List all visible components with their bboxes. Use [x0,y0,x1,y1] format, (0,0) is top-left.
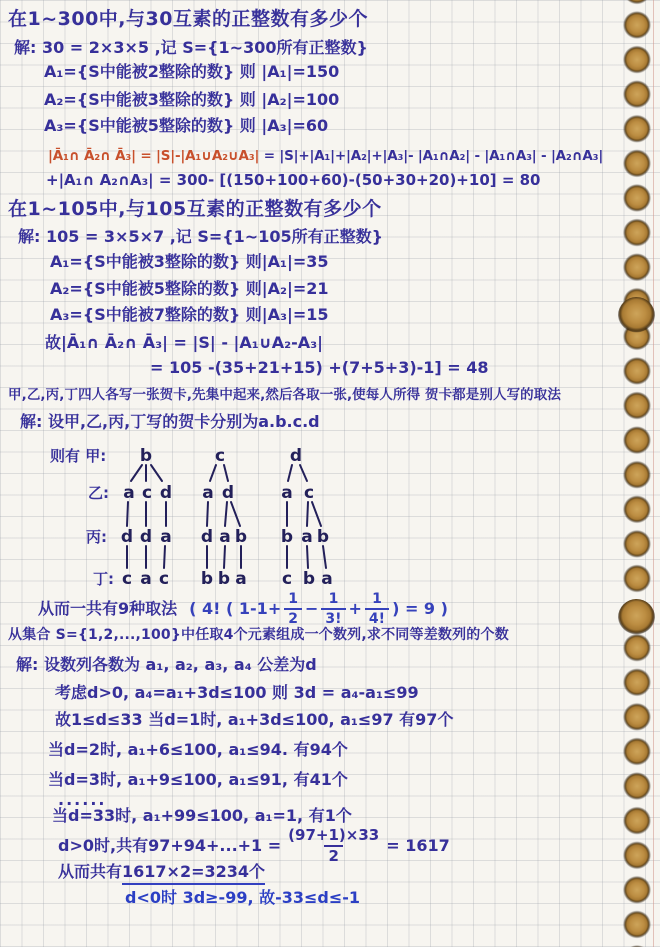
problem4-line-d-positive: 考虑d>0, a₄=a₁+3d≤100 则 3d = a₄-a₁≤99 [55,683,419,702]
tree-letter: d [159,483,173,503]
problem2-set3: A₃={S中能被7整除的数} 则|A₃|=15 [50,305,329,324]
tree-letter: d [139,527,153,547]
fraction-one-over-3fact: $\frac{1}{3!}$ [321,592,345,626]
tree-letter: d [120,527,134,547]
problem4-title: 从集合 S={1,2,...,100}中任取4个元素组成一个数列,求不同等差数列的个数 [8,627,509,643]
problem2-set2: A₂={S中能被5整除的数} 则|A₂|=21 [50,279,329,298]
problem4-line-d33: 当d=33时, a₁+99≤100, a₁=1, 有1个 [52,806,352,825]
tree-letter: a [219,527,231,547]
binding-holes [612,0,660,947]
binding-hole-large [618,297,655,334]
tree-letter: a [281,483,293,503]
problem3-title: 甲,乙,丙,丁四人各写一张贺卡,先集中起来,然后各取一张,使每人所得 贺卡都是别人写的取法 [8,387,561,403]
problem1-formula-dark-part: = |S|+|A₁|+|A₂|+|A₃|- |A₁∩A₂| - |A₁∩A₃| - |A₂∩A₃| [259,148,604,164]
tree-letter: b [200,569,214,589]
problem3-conclusion-text: 从而一共有9种取法 [38,599,178,618]
tree-letter: a [160,527,172,547]
tree-row-label-ding: 丁: [93,570,114,588]
problem1-inclusion-formula [48,148,603,165]
problem2-set1: A₁={S中能被3整除的数} 则|A₁|=35 [50,252,329,271]
problem1-formula-red-part: |Ā₁∩ Ā₂∩ Ā₃| = |S|-|A₁∪A₂∪A₃| [48,148,260,164]
fraction-half: $\frac{1}{2}$ [284,592,302,626]
card-exchange-tree-diagram [0,438,345,598]
problem1-set3: A₃={S中能被5整除的数} 则 |A₃|=60 [44,116,329,135]
tree-letter: b [234,527,248,547]
tree-letter: b [316,527,330,547]
derangement-formula-op1: − [304,599,319,618]
tree-letter: a [235,569,247,589]
tree-letter: d [289,446,303,466]
problem2-solve-line: 解: 105 = 3×5×7 ,记 S={1~105所有正整数} [18,227,383,246]
problem1-title: 在1~300中,与30互素的正整数有多少个 [8,8,368,30]
tree-letter: b [217,569,231,589]
derangement-formula-op2: + [348,599,362,618]
tree-letter: c [214,446,226,466]
problem4-conclusion [58,862,265,882]
problem4-line-d3: 当d=3时, a₁+9≤100, a₁≤91, 有41个 [48,770,348,789]
tree-letter: c [141,483,153,503]
tree-letter: c [121,569,133,589]
sum-suffix: = 1617 [386,836,450,855]
sum-prefix: d>0时,共有97+94+...+1 = [58,836,282,855]
tree-letter: a [140,569,152,589]
problem4-line-d2: 当d=2时, a₁+6≤100, a₁≤94. 有94个 [48,740,348,759]
tree-row-label-bing: 丙: [86,528,107,546]
tree-letter: b [302,569,316,589]
tree-letter: b [139,446,153,466]
conclusion-result-underlined: 1617×2=3234个 [122,862,265,885]
problem4-ellipsis: ...... [58,790,107,809]
tree-letter: d [221,483,235,503]
tree-letter: a [301,527,313,547]
conclusion-prefix: 从而共有 [58,862,123,881]
tree-letter: b [280,527,294,547]
derangement-formula-close: ) = 9 ) [392,599,448,618]
problem3-conclusion [38,592,448,626]
problem2-formula1: 故|Ā₁∩ Ā₂∩ Ā₃| = |S| - |A₁∪A₂-A₃| [45,333,324,352]
tree-edges [127,465,326,568]
tree-letter: a [321,569,333,589]
binding-hole-large [618,599,655,636]
problem1-solve-line: 解: 30 = 2×3×5 ,记 S={1~300所有正整数} [14,38,368,57]
problem1-set2: A₂={S中能被3整除的数} 则 |A₂|=100 [44,90,340,109]
tree-letter: c [303,483,315,503]
tree-letter: d [200,527,214,547]
problem1-set1: A₁={S中能被2整除的数} 则 |A₁|=150 [44,62,340,81]
problem4-sum-line [58,828,450,864]
tree-row-label-yi: 乙: [88,484,109,502]
problem4-negative-d-note: d<0时 3d≥-99, 故-33≤d≤-1 [125,888,361,907]
tree-letter: a [123,483,135,503]
tree-letter: c [281,569,293,589]
tree-letter: c [158,569,170,589]
fraction-one-over-4fact: $\frac{1}{4!}$ [365,592,389,626]
problem4-line-d-range: 故1≤d≤33 当d=1时, a₁+3d≤100, a₁≤97 有97个 [55,710,454,729]
problem2-formula2: = 105 -(35+21+15) +(7+5+3)-1] = 48 [150,358,489,377]
problem3-solve-line: 解: 设甲,乙,丙,丁写的贺卡分别为a.b.c.d [20,412,320,431]
problem1-formula-line2: +|A₁∩ A₂∩A₃| = 300- [(150+100+60)-(50+30+20)+10] = 80 [46,171,541,189]
problem4-solve-line: 解: 设数列各数为 a₁, a₂, a₃, a₄ 公差为d [16,655,317,674]
tree-letter: a [202,483,214,503]
tree-row-label-jia: 则有 甲: [50,447,107,465]
derangement-formula-open: ( 4! ( 1-1+ [189,599,282,618]
sum-fraction: $\frac{(97+1)\times 33}{2}$ [288,826,380,865]
problem2-title: 在1~105中,与105互素的正整数有多少个 [8,198,382,220]
